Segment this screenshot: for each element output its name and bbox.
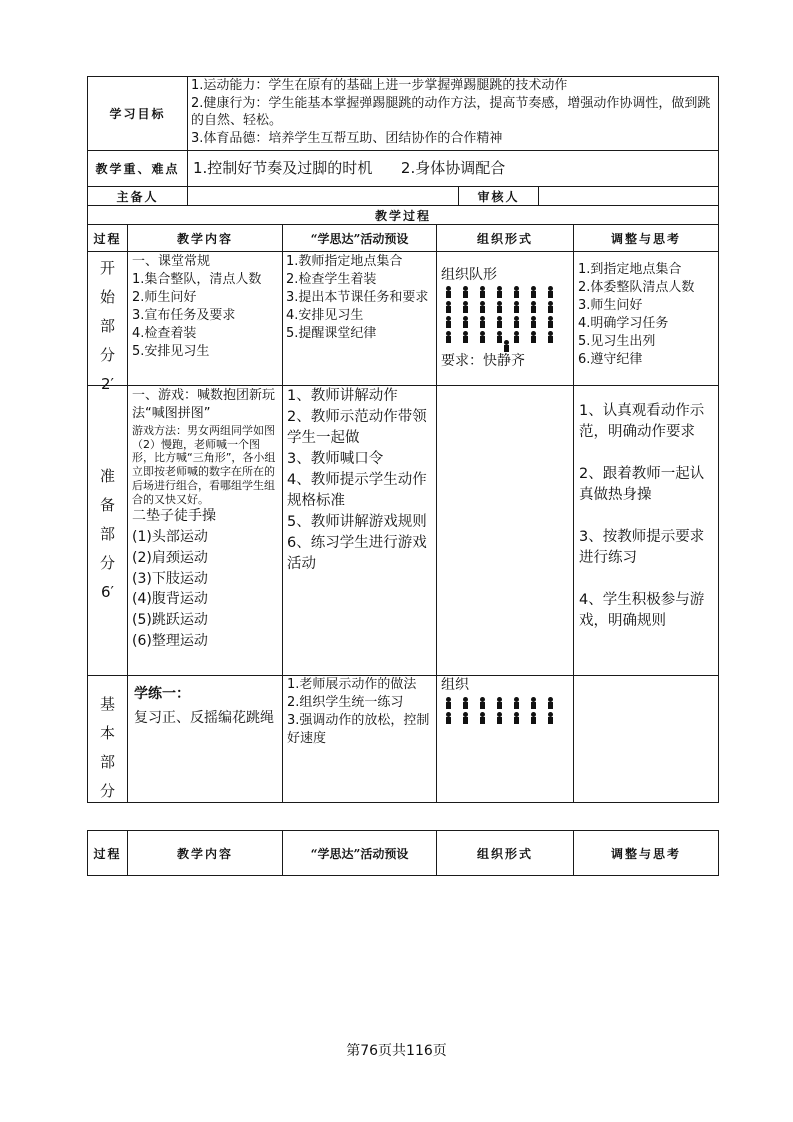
table-border: [87, 251, 719, 252]
key-points-text: 1.控制好节奏及过脚的时机 2.身体协调配合: [193, 159, 506, 177]
student-figure: [494, 712, 506, 724]
student-figure: [494, 697, 506, 709]
student-figure: [443, 712, 455, 724]
student-figure: [545, 331, 557, 343]
table-border: [538, 186, 539, 206]
prep-activity: 1、教师讲解动作 2、教师示范动作带领学生一起做 3、教师喊口令 4、教师提示学生动作规格标准 5、教师讲解游戏规则 6、练习学生进行游戏活动: [287, 388, 427, 572]
prep-game-title: 一、游戏：喊数抱团新玩法“喊图拼图”: [132, 388, 276, 421]
page-number: 第76页共116页: [346, 1043, 447, 1059]
student-figure: [443, 286, 455, 298]
header-organization: 组织形式: [476, 846, 533, 861]
student-figure: [511, 286, 523, 298]
prep-reflection: [579, 401, 715, 632]
prep-reflection-item: 3、按教师提示要求进行练习: [579, 529, 705, 566]
basic-activity: 1.老师展示动作的做法 2.组织学生统一练习 3.强调动作的放松，控制好速度: [287, 677, 430, 746]
student-figure: [545, 301, 557, 313]
prep-exercises: 二垫子徒手操 (1)头部运动 (2)肩颈运动 (3)下肢运动 (4)腹背运动 (5)跳跃运动 (6)整理运动: [132, 508, 216, 649]
student-figure: [460, 301, 472, 313]
basic-org-title: 组织: [441, 677, 469, 693]
start-org-title: 组织队形: [441, 267, 497, 283]
stage-prep: 准 备 部 分 6′: [99, 467, 115, 601]
goals-line: 1.运动能力：学生在原有的基础上进一步掌握弹踢腿跳的技术动作: [191, 78, 568, 93]
start-formation: [443, 286, 573, 346]
prep-content: [132, 387, 280, 652]
student-figure: [477, 316, 489, 328]
prep-reflection-item: 2、跟着教师一起认真做热身操: [579, 466, 705, 503]
student-figure: [494, 301, 506, 313]
student-figure: [511, 316, 523, 328]
student-figure: [494, 286, 506, 298]
goals-content: [191, 77, 716, 150]
student-figure: [528, 697, 540, 709]
start-reflection: 1.到指定地点集合 2.体委整队清点人数 3.师生问好 4.明确学习任务 5.见习生出列 6.遵守纪律: [578, 262, 695, 367]
student-figure: [460, 712, 472, 724]
student-figure: [460, 316, 472, 328]
student-figure: [460, 286, 472, 298]
student-figure: [528, 301, 540, 313]
student-figure: [545, 316, 557, 328]
student-figure: [443, 331, 455, 343]
header-process: 过程: [93, 846, 122, 861]
prep-reflection-item: 4、学生积极参与游戏，明确规则: [579, 592, 705, 629]
header-content: 教学内容: [176, 846, 233, 861]
table-border: [436, 224, 437, 803]
student-figure: [528, 331, 540, 343]
student-figure: [477, 301, 489, 313]
student-figure: [494, 316, 506, 328]
table-border: [87, 875, 719, 876]
key-points-label: 教学重、难点: [95, 161, 180, 176]
student-figure: [545, 712, 557, 724]
table-border: [187, 76, 188, 206]
process-title: 教学过程: [374, 208, 431, 223]
header-organization: 组织形式: [476, 231, 533, 246]
table-border: [573, 224, 574, 803]
start-org-note: 要求：快静齐: [441, 353, 525, 369]
student-figure: [528, 286, 540, 298]
student-figure: [545, 697, 557, 709]
formation-diagram: [443, 697, 573, 724]
basic-formation: [443, 697, 573, 737]
stage-start: 开 始 部 分 2′: [99, 259, 115, 393]
student-figure: [443, 697, 455, 709]
goals-line: 3.体育品德：培养学生互帮互助、团结协作的合作精神: [191, 130, 503, 146]
header-activity: “学思达”活动预设: [310, 846, 409, 861]
student-figure: [477, 286, 489, 298]
student-figure: [477, 331, 489, 343]
goals-line: 2.健康行为：学生能基本掌握弹踢腿跳的动作方法，提高节奏感，增强动作协调性，做到跳的自然、轻松。: [191, 95, 711, 128]
header-content: 教学内容: [176, 231, 233, 246]
basic-content-title: 学练一：: [134, 686, 190, 702]
basic-content-text: 复习正、反摇编花跳绳: [134, 710, 274, 726]
student-figure: [443, 301, 455, 313]
header-activity: “学思达”活动预设: [310, 231, 409, 246]
student-figure: [528, 316, 540, 328]
reviewer-label: 审核人: [477, 189, 520, 204]
table-border: [87, 802, 719, 803]
prep-reflection-item: 1、认真观看动作示范，明确动作要求: [579, 403, 705, 440]
student-figure: [477, 712, 489, 724]
start-activity: 1.教师指定地点集合 2.检查学生着装 3.提出本节课任务和要求 4.安排见习生 5.提醒课堂纪律: [286, 254, 429, 341]
preparer-label: 主备人: [116, 189, 159, 204]
student-figure: [477, 697, 489, 709]
start-content: 一、课堂常规 1.集合整队，清点人数 2.师生问好 3.宣布任务及要求 4.检查着装 5.安排见习生: [132, 254, 262, 359]
header-reflection: 调整与思考: [610, 846, 681, 861]
formation-diagram: [443, 286, 573, 343]
table-border: [718, 830, 719, 876]
student-figure: [528, 712, 540, 724]
table-border: [127, 224, 128, 803]
basic-content: [134, 683, 279, 729]
student-figure: [443, 316, 455, 328]
student-figure: [511, 697, 523, 709]
student-figure: [460, 331, 472, 343]
table-border: [282, 224, 283, 803]
teacher-figure: [501, 340, 513, 352]
student-figure: [511, 301, 523, 313]
header-process: 过程: [93, 231, 122, 246]
prep-game-desc: 游戏方法：男女两组同学如图（2）慢跑，老师喊一个图形，比方喊“三角形”，各小组立即按老师喊的数字在所在的后场进行组合，看哪组学生组合的又快又好。: [132, 424, 276, 506]
goals-label: 学习目标: [109, 107, 166, 121]
table-border: [718, 76, 719, 803]
header-reflection: 调整与思考: [610, 231, 681, 246]
student-figure: [511, 712, 523, 724]
student-figure: [460, 697, 472, 709]
student-figure: [545, 286, 557, 298]
stage-basic: 基 本 部 分: [99, 695, 115, 800]
